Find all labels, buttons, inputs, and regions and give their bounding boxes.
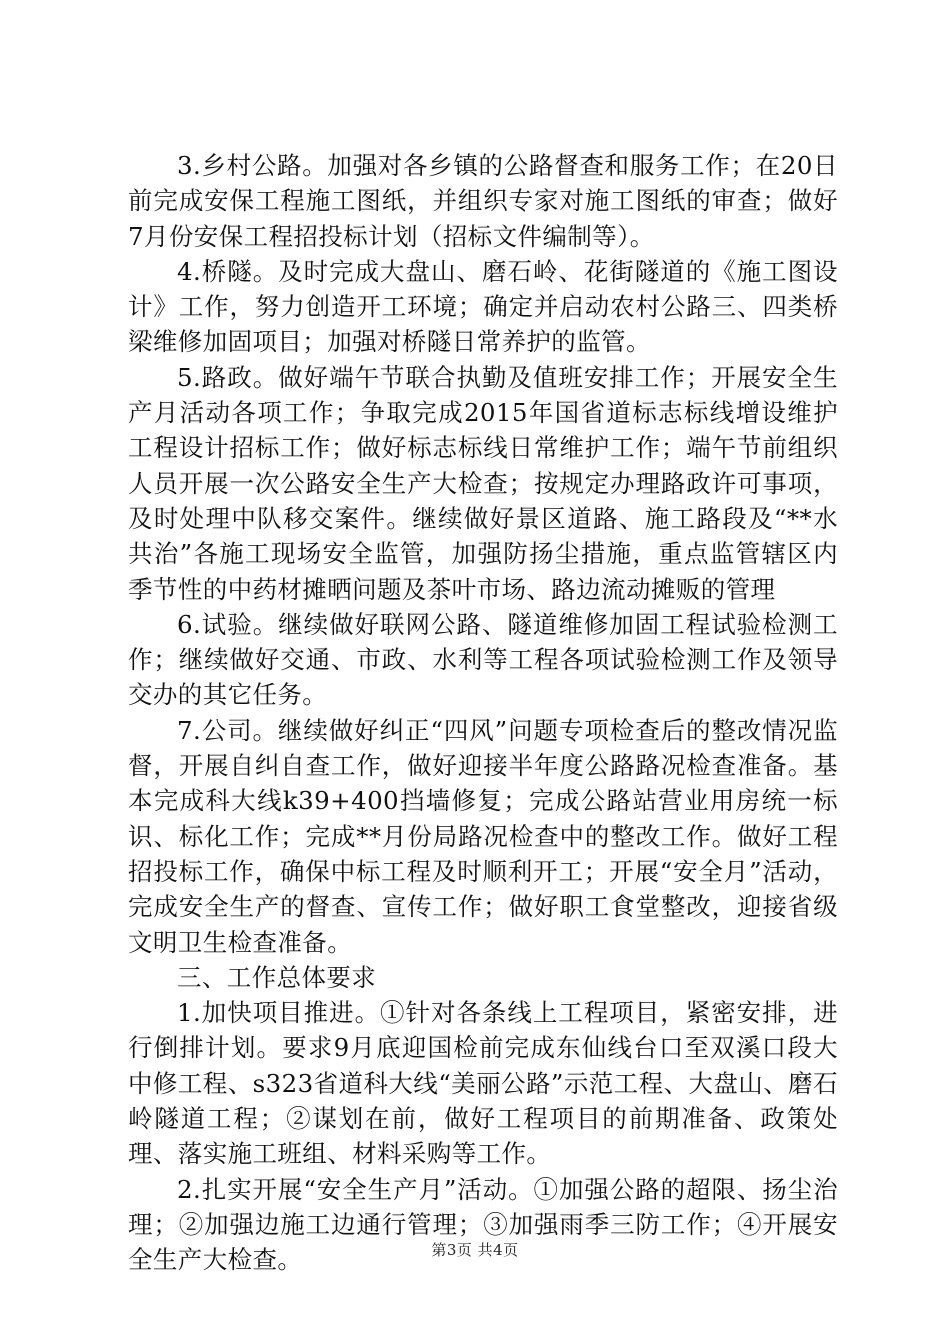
page-footer: 第3页 共4页 [431, 1241, 519, 1259]
paragraph-company: 7.公司。继续做好纠正“四风”问题专项检查后的整改情况监督，开展自纠自查工作，做好迎接半年度公路路况检查准备。基本完成科大线k39+400挡墙修复；完成公路站营业用房统一标识、标化工作；完成**月份局路况检查中的整改工作。做好工程招投标工作，确保中标工程及时顺利开工；开展“安全月”活动，完成安全生产的督查、宣传工作；做好职工食堂整改，迎接省级文明卫生检查准备。 [128, 715, 838, 957]
paragraph-road-administration: 5.路政。做好端午节联合执勤及值班安排工作；开展安全生产月活动各项工作；争取完成2015年国省道标志标线增设维护工程设计招标工作；做好标志标线日常维护工作；端午节前组织人员开展一次公路安全生产大检查；按规定办理路政许可事项，及时处理中队移交案件。继续做好景区道路、施工路段及“**水共治”各施工现场安全监管，加强防扬尘措施，重点监管辖区内季节性的中药材摊晒问题及茶叶市场、路边流动摊贩的管理 [128, 362, 838, 604]
section-heading: 三、工作总体要求 [177, 962, 377, 992]
document-body [128, 148, 838, 1278]
paragraph-bridges-tunnels: 4.桥隧。及时完成大盘山、磨石岭、花街隧道的《施工图设计》工作，努力创造开工环境；确定并启动农村公路三、四类桥梁维修加固项目；加强对桥隧日常养护的监管。 [128, 256, 838, 357]
paragraph-rural-roads: 3.乡村公路。加强对各乡镇的公路督查和服务工作；在20日前完成安保工程施工图纸，并组织专家对施工图纸的审查；做好7月份安保工程招投标计划（招标文件编制等）。 [128, 151, 838, 251]
requirement-project-progress: 1.加快项目推进。①针对各条线上工程项目，紧密安排，进行倒排计划。要求9月底迎国检前完成东仙线台口至双溪口段大中修工程、s323省道科大线“美丽公路”示范工程、大盘山、磨石岭隧道工程；②谋划在前，做好工程项目的前期准备、政策处理、落实施工班组、材料采购等工作。 [128, 998, 838, 1169]
paragraph-testing: 6.试验。继续做好联网公路、隧道维修加固工程试验检测工作；继续做好交通、市政、水利等工程各项试验检测工作及领导交办的其它任务。 [128, 609, 838, 710]
requirement-safety-month: 2.扎实开展“安全生产月”活动。①加强公路的超限、扬尘治理；②加强边施工边通行管理；③加强雨季三防工作；④开展安全生产大检查。 [128, 1174, 838, 1275]
